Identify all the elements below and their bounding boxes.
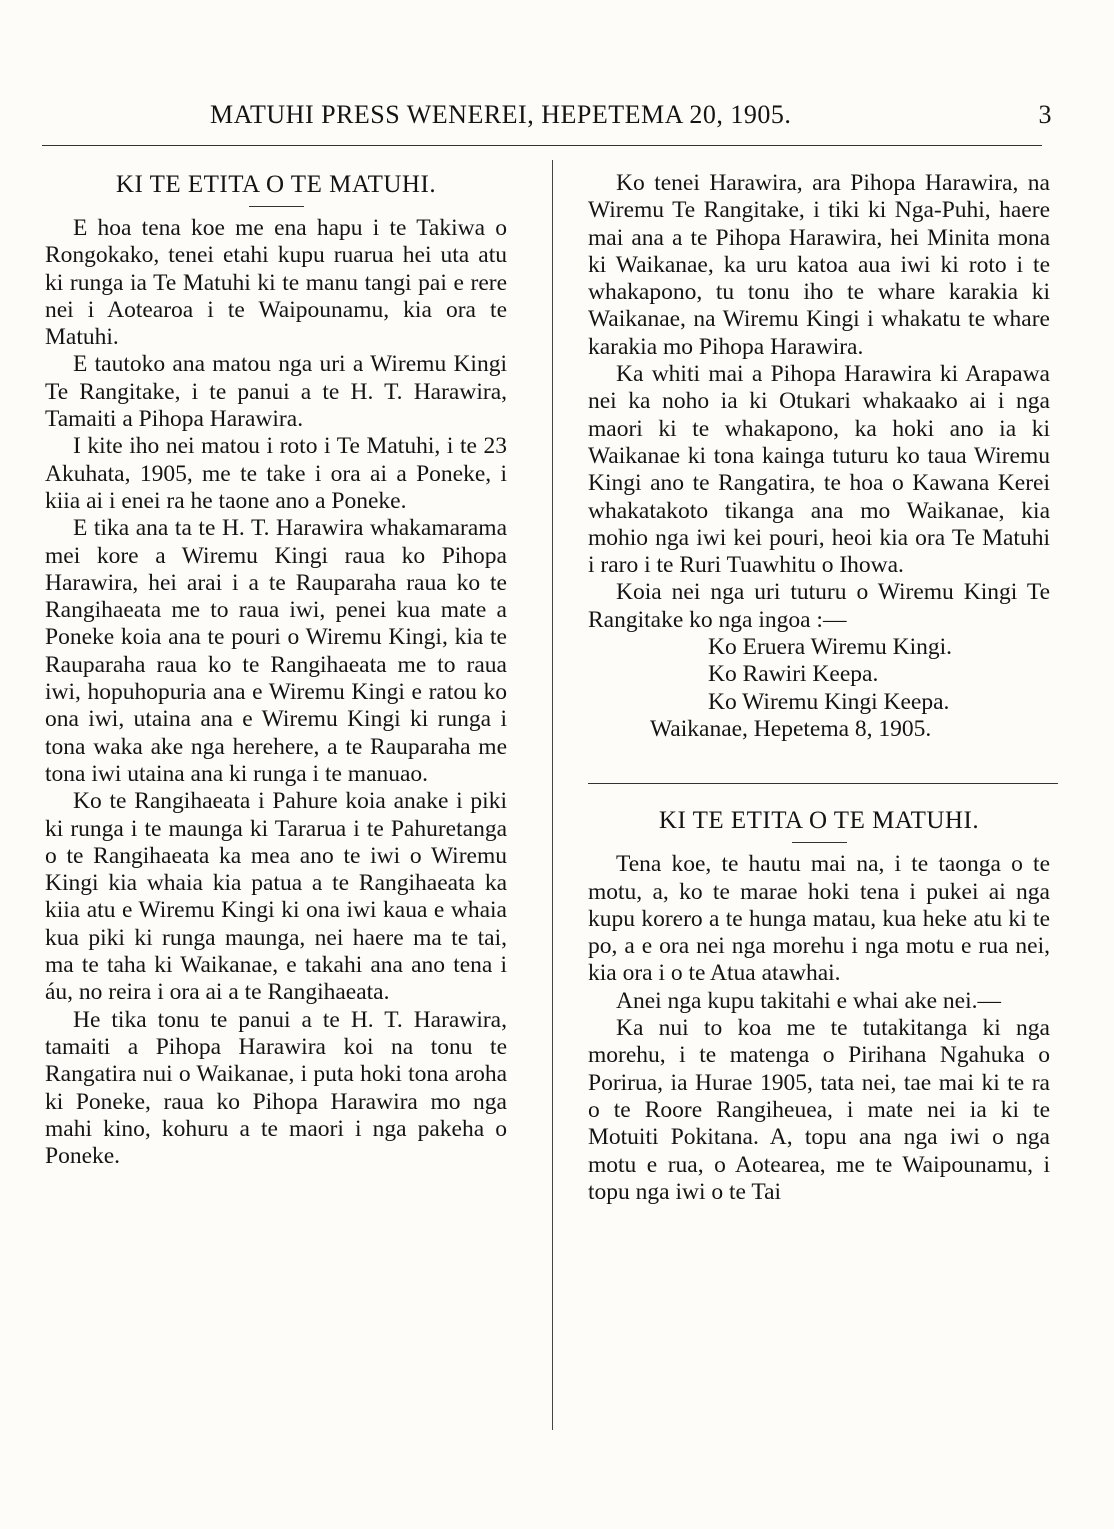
column-divider bbox=[552, 160, 553, 1430]
header-rule bbox=[42, 145, 1042, 146]
page-number: 3 bbox=[1038, 100, 1052, 129]
page-header bbox=[45, 100, 1060, 134]
paragraph: Ka nui to koa me te tutakitanga ki nga morehu, i te matenga o Pirihana Ngahuka o Porirua, ia Hurae 1905, tata nei, tae mai ki te ra o te Roore Rangiheuea, i mate nei ia ki te Motuiti Pokitana. A, topu ana nga iwi o nga motu e rua, o Aotearea, me te Waipounamu, i topu nga iwi o te Tai bbox=[588, 1015, 1050, 1205]
masthead-title: MATUHI PRESS WENEREI, HEPETEMA 20, 1905. bbox=[210, 100, 792, 129]
article-heading: KI TE ETITA O TE MATUHI. bbox=[658, 807, 980, 835]
left-column bbox=[45, 170, 507, 1170]
paragraph: Ko te Rangihaeata i Pahure koia anake i piki ki runga i te maunga ki Tararua i te Pahuretanga o te Rangihaeata ka mea ano te iwi o Wiremu Kingi kia whaia kia patua a te Rangihaeata ka kiia atu e Wiremu Kingi ki ona iwi kaua e whaia kua piki ki runga maunga, nei haere ma te tai, ma te taha ki Waikanae, e takahi ana ano tena i áu, no reira i ora ai a te Rangihaeata. bbox=[45, 788, 507, 1006]
paragraph: Ko tenei Harawira, ara Pihopa Harawira, na Wiremu Te Rangitake, i tiki ki Nga-Puhi, haere mai ana a te Pihopa Harawira, hei Minita mona ki Waikanae, ka uru katoa aua iwi ki roto i te whakapono, tu tonu iho te whare karakia ki Waikanae, na Wiremu Kingi i whakatu te whare karakia mo Pihopa Harawira. bbox=[588, 170, 1050, 360]
heading-rule bbox=[249, 206, 304, 207]
paragraph: E hoa tena koe me ena hapu i te Takiwa o Rongokako, tenei etahi kupu ruarua hei uta atu ki runga ia Te Matuhi ki te manu tangi pai e rere nei i Aotearoa i te Waipounamu, kia ora te Matuhi. bbox=[45, 215, 507, 351]
heading-rule bbox=[792, 842, 847, 843]
signatory: Ko Wiremu Kingi Keepa. bbox=[708, 688, 950, 715]
paragraph: I kite iho nei matou i roto i Te Matuhi, i te 23 Akuhata, 1905, me te take i ora ai a Poneke, i kiia ai i enei ra he taone ano a Poneke. bbox=[45, 433, 507, 514]
signatory: Ko Eruera Wiremu Kingi. bbox=[708, 634, 952, 661]
paragraph: Anei nga kupu takitahi e whai ake nei.— bbox=[616, 987, 1002, 1014]
paragraph: He tika tonu te panui a te H. T. Harawira, tamaiti a Pihopa Harawira koi na tonu te Rangatira nui o Waikanae, i puta hoki tona aroha ki Poneke, raua ko Pihopa Harawira mo nga mahi kino, kohuru a te maori i nga pakeha o Poneke. bbox=[45, 1006, 507, 1170]
section-rule bbox=[588, 783, 1058, 784]
signatories bbox=[588, 634, 1050, 716]
signatory: Ko Rawiri Keepa. bbox=[708, 661, 879, 688]
place-date: Waikanae, Hepetema 8, 1905. bbox=[650, 715, 932, 742]
article-heading: KI TE ETITA O TE MATUHI. bbox=[115, 171, 437, 198]
paragraph: E tautoko ana matou nga uri a Wiremu Kingi Te Rangitake, i te panui a te H. T. Harawira, Tamaiti a Pihopa Harawira. bbox=[45, 351, 507, 433]
paragraph: Koia nei nga uri tuturu o Wiremu Kingi Te Rangitake ko nga ingoa :— bbox=[588, 579, 1050, 633]
right-column bbox=[588, 170, 1050, 1206]
paragraph: Ka whiti mai a Pihopa Harawira ki Arapawa nei ka noho ia ki Otukari whakaako ai i nga maori ki te whakapono, ka hoki ano ia ki Waikanae ki tona kainga tuturu ko taua Wiremu Kingi ano te Rangatira, te hoa o Kawana Kerei whakatakoto tikanga ana mo Waikanae, kia mohio nga iwi kei pouri, heoi kia ora Te Matuhi i raro i te Ruri Tuawhitu o Ihowa. bbox=[588, 361, 1050, 579]
paragraph: E tika ana ta te H. T. Harawira whakamarama mei kore a Wiremu Kingi raua ko Pihopa Harawira, hei arai i a te Rauparaha raua ko te Rangihaeata me to raua iwi, penei kua mate a Poneke koia ana te pouri o Wiremu Kingi, kia te Rauparaha raua ko te Rangihaeata me to raua iwi, hopuhopuria ana e Wiremu Kingi e ratou ko ona iwi, utaina ana e Wiremu Kingi ki runga i tona waka ake nga herehere, a te Rauparaha me tona iwi utaina ana ki runga i te manuao. bbox=[45, 515, 507, 787]
paragraph: Tena koe, te hautu mai na, i te taonga o te motu, a, ko te marae hoki tena i pukei ai nga kupu korero a te hunga matau, kua heke atu ki te po, a e ora nei nga morehu i nga motu e rua nei, kia ora i o te Atua atawhai. bbox=[588, 851, 1050, 987]
